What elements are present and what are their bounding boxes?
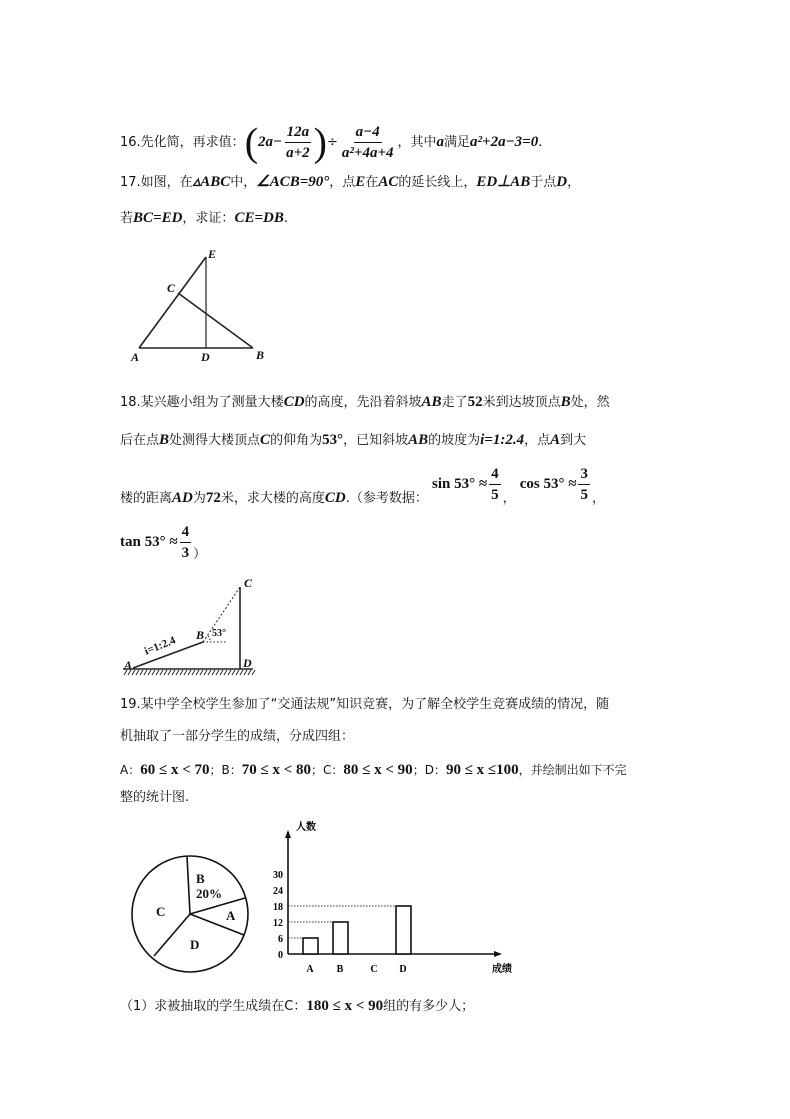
text: ；C： <box>311 763 344 777</box>
angle-label: 53° <box>212 628 226 639</box>
text: 后在点 <box>120 433 160 448</box>
math-number: 80 ≤ x < 90 <box>343 762 413 778</box>
text: ，点 <box>524 433 551 448</box>
q16-prefix: 16.先化简，再求值： <box>120 135 245 150</box>
y-tick-label: 6 <box>278 934 283 945</box>
text: ） <box>193 547 207 562</box>
point-label-b: B <box>196 628 205 642</box>
ground-hatch <box>140 670 143 675</box>
point-label-d: D <box>243 656 252 670</box>
bar-chart <box>273 820 512 975</box>
line3-text <box>120 491 428 506</box>
y-axis-label: 人数 <box>296 822 316 833</box>
denominator: a+2 <box>286 145 310 161</box>
math-number: 72 <box>205 490 221 506</box>
text: . <box>538 135 543 150</box>
text: ，已知斜坡 <box>343 433 409 448</box>
point-label-a: A <box>124 658 133 672</box>
denominator: 3 <box>181 545 190 561</box>
math-number: 90 ≤ x ≤100 <box>445 762 519 778</box>
question-18-line3 <box>120 466 605 519</box>
ground-hatch <box>232 670 235 675</box>
question-19-line4: 整的统计图. <box>120 790 190 805</box>
text: 满足 <box>444 135 471 150</box>
numerator: a−4 <box>354 122 382 143</box>
math-expression: E <box>355 174 366 190</box>
text: 的仰角为 <box>270 433 323 448</box>
math-expression: ∠ACB=90° <box>256 174 330 190</box>
text: 在 <box>365 175 379 190</box>
text: ， <box>591 491 605 506</box>
math-expression: CD <box>283 394 305 410</box>
ground-hatch <box>152 670 155 675</box>
text: ，求证： <box>182 211 235 226</box>
ground-hatch <box>224 670 227 675</box>
text: . <box>283 211 288 226</box>
y-axis-arrow <box>285 830 291 838</box>
math-expression: AC <box>378 174 399 190</box>
math-expression: A <box>550 432 561 448</box>
x-tick-label: C <box>370 964 378 975</box>
pie-label-b-percent: B 20% <box>196 871 222 901</box>
point-label-b: B <box>256 348 265 362</box>
pie-label-c: C <box>156 904 166 919</box>
text: ，其中 <box>397 135 437 150</box>
point-label-c: C <box>167 281 176 295</box>
math-expression: i=1:2.4 <box>480 432 525 448</box>
q16-term: 2a− <box>258 134 283 150</box>
math-expression: ED⊥AB <box>476 174 531 190</box>
ground-hatch <box>204 670 207 675</box>
math-expression: AD <box>172 490 193 506</box>
bar-A <box>303 938 318 954</box>
math-expression: BC=ED <box>133 210 183 226</box>
text: 中， <box>230 175 257 190</box>
ground-hatch <box>132 670 135 675</box>
ground-hatch <box>188 670 191 675</box>
numerator: 12a <box>285 122 312 143</box>
text: ， <box>502 491 516 506</box>
math-expression: ▵ABC <box>192 174 231 190</box>
x-tick-label: D <box>399 964 407 975</box>
ground-hatch <box>216 670 219 675</box>
ground-hatch <box>200 670 203 675</box>
math-number: 52 <box>467 394 483 410</box>
denominator: a²+4a+4 <box>341 145 394 161</box>
ground-hatch <box>228 670 231 675</box>
math-expression: B <box>560 394 571 410</box>
math-expression: AB <box>408 432 429 448</box>
x-axis-label: 成绩 <box>492 964 512 975</box>
cos-label: cos 53° ≈ <box>519 476 577 492</box>
ground-hatch <box>164 670 167 675</box>
ground-hatch <box>236 670 239 675</box>
y-tick-label: 12 <box>273 918 283 929</box>
cos-fraction <box>578 464 590 505</box>
question-18-line4 <box>120 522 206 563</box>
text: 米，求大楼的高度 <box>220 491 325 506</box>
pie-edge <box>187 856 190 914</box>
bar-B <box>333 922 348 954</box>
sin-fraction <box>489 464 501 505</box>
pie-edge <box>154 914 190 956</box>
text: 18.某兴趣小组为了测量大楼 <box>120 395 284 410</box>
ground-hatch <box>176 670 179 675</box>
numerator: 3 <box>578 464 590 485</box>
text: .（参考数据： <box>345 491 428 506</box>
y-tick-label: 24 <box>273 886 283 897</box>
math-expression: AB <box>421 394 442 410</box>
question-18-line2 <box>120 431 586 450</box>
slope-label: i=1:2.4 <box>142 634 178 658</box>
sin-reference <box>432 466 503 503</box>
math-number: 60 ≤ x < 70 <box>140 762 210 778</box>
text: 的坡度为 <box>428 433 481 448</box>
numerator: 4 <box>489 464 501 485</box>
text: ，并绘制出如下不完 <box>518 763 627 777</box>
question-19-line2: 机抽取了一部分学生的成绩，分成四组： <box>120 729 355 744</box>
math-number: 180 ≤ x < 90 <box>306 998 384 1014</box>
text: 若 <box>120 211 134 226</box>
ground-hatch <box>184 670 187 675</box>
paren-open: ( <box>244 119 259 165</box>
ground-hatching <box>124 670 255 675</box>
equation: a²+2a−3=0 <box>470 134 539 150</box>
text: 的高度，先沿着斜坡 <box>304 395 422 410</box>
ground-hatch <box>156 670 159 675</box>
angle-arc <box>208 636 210 642</box>
point-label-c: C <box>244 576 253 590</box>
math: a <box>436 134 445 150</box>
point-label-d: D <box>201 350 210 364</box>
ground-hatch <box>136 670 139 675</box>
math-expression: B <box>159 432 170 448</box>
y-tick-label: 30 <box>273 870 283 881</box>
math-number: 70 ≤ x < 80 <box>241 762 312 778</box>
y-tick-label: 18 <box>273 902 283 913</box>
x-tick-label: A <box>306 964 314 975</box>
text: 为 <box>192 491 206 506</box>
text: ，点 <box>329 175 356 190</box>
numerator: 4 <box>180 522 192 543</box>
question-19-line1: 19.某中学全校学生参加了“交通法规”知识竞赛，为了解全校学生竞赛成绩的情况，随 <box>120 697 610 712</box>
text: 17.如图，在 <box>120 175 193 190</box>
question-18-line1 <box>120 393 610 412</box>
text: 走了 <box>441 395 468 410</box>
math-expression: D <box>556 174 568 190</box>
text: A： <box>120 763 141 777</box>
point-label-e: E <box>208 247 217 261</box>
ground-hatch <box>192 670 195 675</box>
text: 处测得大楼顶点 <box>169 433 261 448</box>
y-tick-label: 0 <box>278 950 283 961</box>
denominator: 5 <box>491 487 499 503</box>
ground-hatch <box>252 670 255 675</box>
math-number: 53° <box>322 432 344 448</box>
sin-label: sin 53° ≈ <box>432 476 488 492</box>
ground-hatch <box>212 670 215 675</box>
question-19-groups <box>120 761 627 779</box>
ground-hatch <box>160 670 163 675</box>
cos-reference <box>519 466 592 503</box>
text: 到大 <box>560 433 587 448</box>
text: 米到达坡顶点 <box>482 395 561 410</box>
text: ， <box>567 175 581 190</box>
x-axis-arrow <box>494 951 502 957</box>
ground-hatch <box>148 670 151 675</box>
line-ae <box>139 257 206 348</box>
tan-fraction <box>180 522 192 563</box>
question-19-part1 <box>120 997 474 1016</box>
pie-label-d: D <box>190 937 200 952</box>
math-expression: CE=DB <box>234 210 284 226</box>
denominator: 5 <box>580 487 588 503</box>
divide-sign: ÷ <box>327 135 338 150</box>
text: ；D： <box>412 763 446 777</box>
ground-hatch <box>168 670 171 675</box>
ground-hatch <box>220 670 223 675</box>
text: 楼的距离 <box>120 491 173 506</box>
text: 组的有多少人； <box>383 999 475 1014</box>
math-expression: CD <box>324 490 346 506</box>
pie-label-a: A <box>226 908 236 923</box>
slope-figure <box>123 587 255 675</box>
text: 于点 <box>530 175 557 190</box>
ground-hatch <box>196 670 199 675</box>
line-cb <box>178 293 253 348</box>
ground-hatch <box>144 670 147 675</box>
text: 的延长线上， <box>398 175 477 190</box>
math-expression: C <box>260 432 271 448</box>
x-tick-label: B <box>336 964 344 975</box>
paren-close: ) <box>313 119 327 165</box>
tan-label: tan 53° ≈ <box>120 534 178 550</box>
text: ；B： <box>209 763 242 777</box>
point-label-a: A <box>131 350 140 364</box>
ground-hatch <box>208 670 211 675</box>
pie-edge <box>190 914 244 935</box>
text: 处，然 <box>570 395 610 410</box>
bar-D <box>396 906 411 954</box>
ground-hatch <box>172 670 175 675</box>
text: （1）求被抽取的学生成绩在C： <box>120 999 307 1014</box>
ground-hatch <box>180 670 183 675</box>
triangle-figure <box>139 257 253 348</box>
